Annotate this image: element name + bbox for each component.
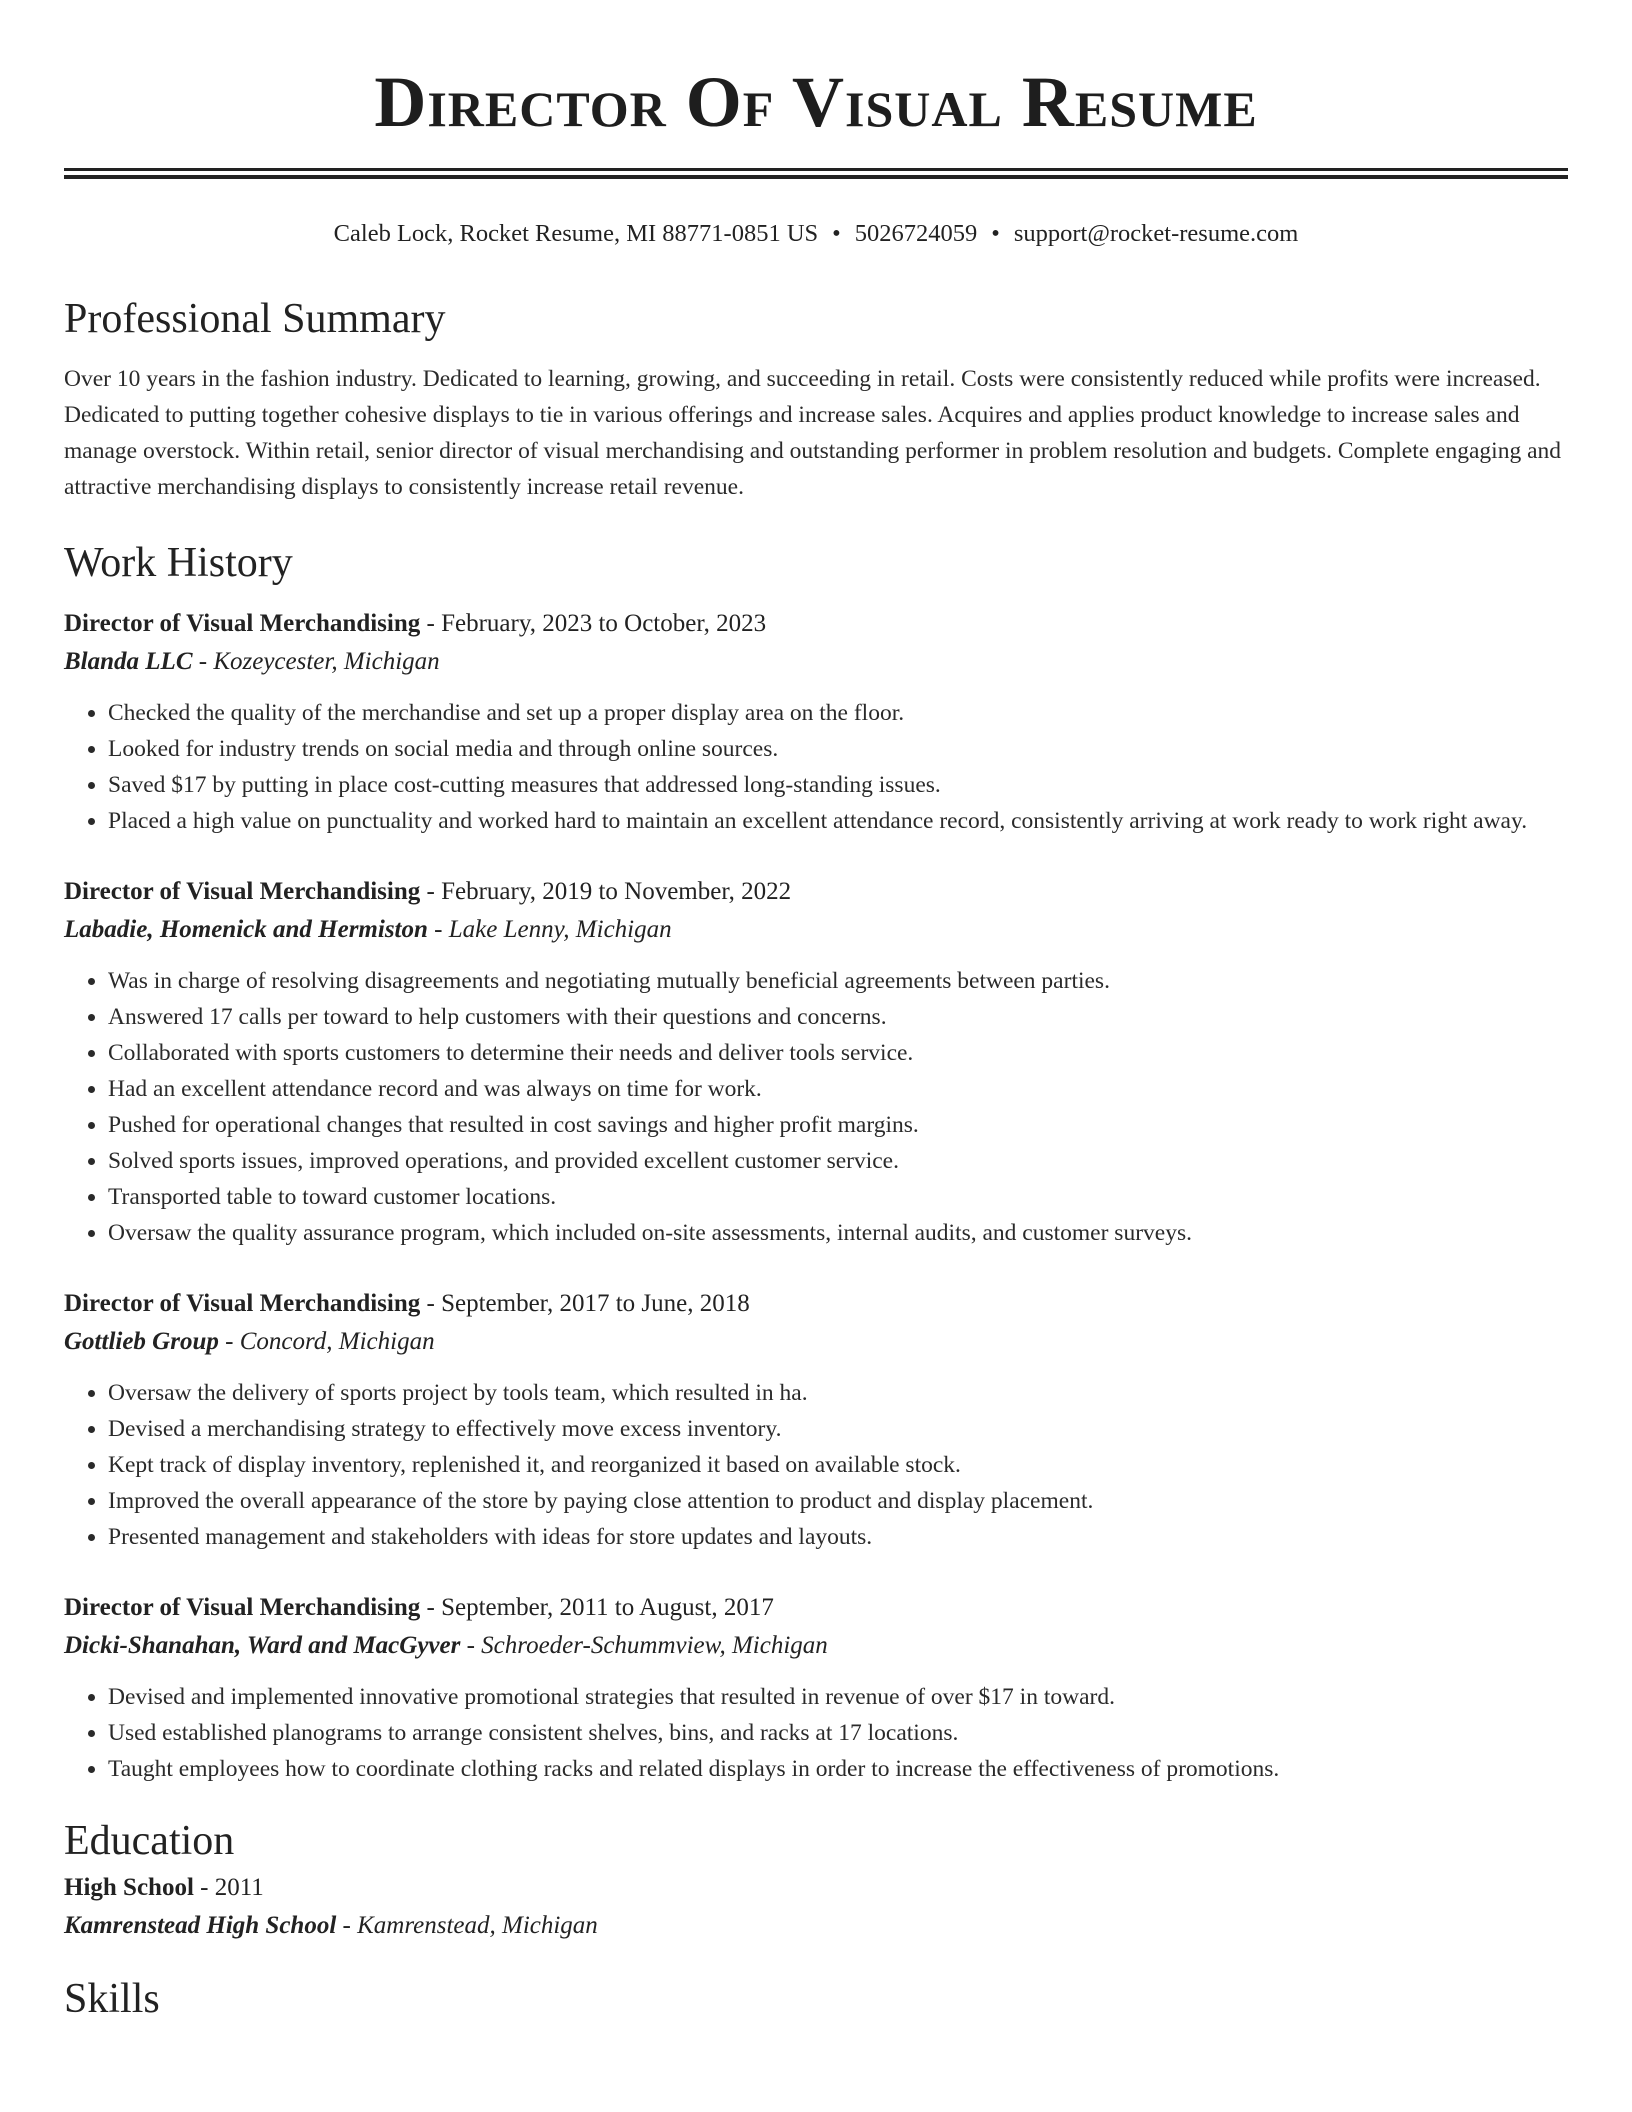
- job-bullet: • Checked the quality of the merchandise and set up a proper display area on the floor.: [108, 695, 1568, 731]
- work-history-list: [64, 605, 1568, 1787]
- resume-title: Director Of Visual Resume: [374, 62, 1258, 142]
- job-location: - Lake Lenny, Michigan: [427, 916, 672, 943]
- job-entry: [64, 605, 1568, 839]
- job-company: Dicki-Shanahan, Ward and MacGyver: [64, 1632, 461, 1659]
- job-entry: [64, 1589, 1568, 1787]
- job-company-line: [64, 911, 1568, 949]
- education-location: - Kamrenstead, Michigan: [336, 1912, 598, 1939]
- job-bullet: • Devised and implemented innovative promotional strategies that resulted in revenue of over $17 in toward.: [108, 1679, 1568, 1715]
- job-bullet: • Kept track of display inventory, replenished it, and reorganized it based on available stock.: [108, 1447, 1568, 1483]
- contact-phone: 5026724059: [854, 220, 978, 247]
- job-location: - Schroeder-Schummview, Michigan: [460, 1632, 828, 1659]
- job-bullet: • Used established planograms to arrange consistent shelves, bins, and racks at 17 locations.: [108, 1715, 1568, 1751]
- job-bullet: • Devised a merchandising strategy to effectively move excess inventory.: [108, 1411, 1568, 1447]
- job-bullet: • Answered 17 calls per toward to help customers with their questions and concerns.: [108, 999, 1568, 1035]
- job-bullet: • Solved sports issues, improved operations, and provided excellent customer service.: [108, 1143, 1568, 1179]
- education-year: - 2011: [193, 1874, 264, 1901]
- education-school-line: [64, 1907, 1568, 1945]
- summary-heading: Professional Summary: [64, 296, 446, 342]
- job-title: Director of Visual Merchandising: [64, 1594, 421, 1621]
- job-company: Blanda LLC: [64, 648, 193, 675]
- job-location: - Kozeycester, Michigan: [192, 648, 440, 675]
- job-bullet: • Transported table to toward customer locations.: [108, 1179, 1568, 1215]
- job-dates: - February, 2019 to November, 2022: [420, 878, 792, 905]
- job-bullet: • Placed a high value on punctuality and worked hard to maintain an excellent attendance record, consistently arriving at work ready to work right away.: [108, 803, 1568, 839]
- contact-separator: •: [991, 220, 1000, 247]
- job-bullet: • Oversaw the delivery of sports project by tools team, which resulted in ha.: [108, 1375, 1568, 1411]
- contact-line: [64, 217, 1568, 251]
- education-heading: Education: [64, 1818, 235, 1864]
- job-bullet-list: [64, 1679, 1568, 1787]
- education-degree: High School: [64, 1874, 194, 1901]
- job-dates: - September, 2017 to June, 2018: [420, 1290, 750, 1317]
- job-dates: - February, 2023 to October, 2023: [420, 610, 767, 637]
- title-double-rule: [64, 168, 1568, 179]
- job-bullet: • Presented management and stakeholders with ideas for store updates and layouts.: [108, 1519, 1568, 1555]
- job-bullet: • Saved $17 by putting in place cost-cutting measures that addressed long-standing issues.: [108, 767, 1568, 803]
- job-entry: [64, 873, 1568, 1251]
- job-bullet-list: [64, 1375, 1568, 1555]
- job-bullet: • Taught employees how to coordinate clothing racks and related displays in order to increase the effectiveness of promotions.: [108, 1751, 1568, 1787]
- job-bullet: • Had an excellent attendance record and was always on time for work.: [108, 1071, 1568, 1107]
- skills-heading: Skills: [64, 1976, 160, 2022]
- job-company: Gottlieb Group: [64, 1328, 219, 1355]
- contact-address: Caleb Lock, Rocket Resume, MI 88771-0851 US: [333, 220, 819, 247]
- job-title-line: [64, 1589, 1568, 1627]
- job-title-line: [64, 605, 1568, 643]
- job-title: Director of Visual Merchandising: [64, 610, 421, 637]
- job-bullet-list: [64, 963, 1568, 1251]
- summary-text: Over 10 years in the fashion industry. Dedicated to learning, growing, and succeeding in retail. Costs were consistently reduced while profits were increased. Dedicated to putting together cohesive displays to tie in various offerings and increase sales. Acquires and applies product knowledge to increase sales and manage overstock. Within retail, senior director of visual merchandising and outstanding performer in problem resolution and budgets. Complete engaging and attractive merchandising displays to consistently increase retail revenue.: [64, 366, 1562, 500]
- job-title-line: [64, 873, 1568, 911]
- job-bullet: • Collaborated with sports customers to determine their needs and deliver tools service.: [108, 1035, 1568, 1071]
- job-bullet: • Pushed for operational changes that resulted in cost savings and higher profit margins.: [108, 1107, 1568, 1143]
- job-company-line: [64, 1627, 1568, 1665]
- work-history-heading: Work History: [64, 540, 293, 586]
- job-title-line: [64, 1285, 1568, 1323]
- contact-email: support@rocket-resume.com: [1013, 220, 1299, 247]
- job-title: Director of Visual Merchandising: [64, 878, 421, 905]
- job-dates: - September, 2011 to August, 2017: [420, 1594, 774, 1621]
- contact-separator: •: [832, 220, 841, 247]
- job-bullet: • Improved the overall appearance of the store by paying close attention to product and display placement.: [108, 1483, 1568, 1519]
- education-school: Kamrenstead High School: [64, 1912, 337, 1939]
- job-bullet: • Looked for industry trends on social media and through online sources.: [108, 731, 1568, 767]
- job-bullet-list: [64, 695, 1568, 839]
- job-company: Labadie, Homenick and Hermiston: [64, 916, 428, 943]
- job-location: - Concord, Michigan: [218, 1328, 435, 1355]
- job-company-line: [64, 1323, 1568, 1361]
- job-title: Director of Visual Merchandising: [64, 1290, 421, 1317]
- job-bullet: • Oversaw the quality assurance program, which included on-site assessments, internal audits, and customer surveys.: [108, 1215, 1568, 1251]
- job-company-line: [64, 643, 1568, 681]
- job-bullet: • Was in charge of resolving disagreements and negotiating mutually beneficial agreements between parties.: [108, 963, 1568, 999]
- job-entry: [64, 1285, 1568, 1555]
- education-degree-line: [64, 1869, 1568, 1907]
